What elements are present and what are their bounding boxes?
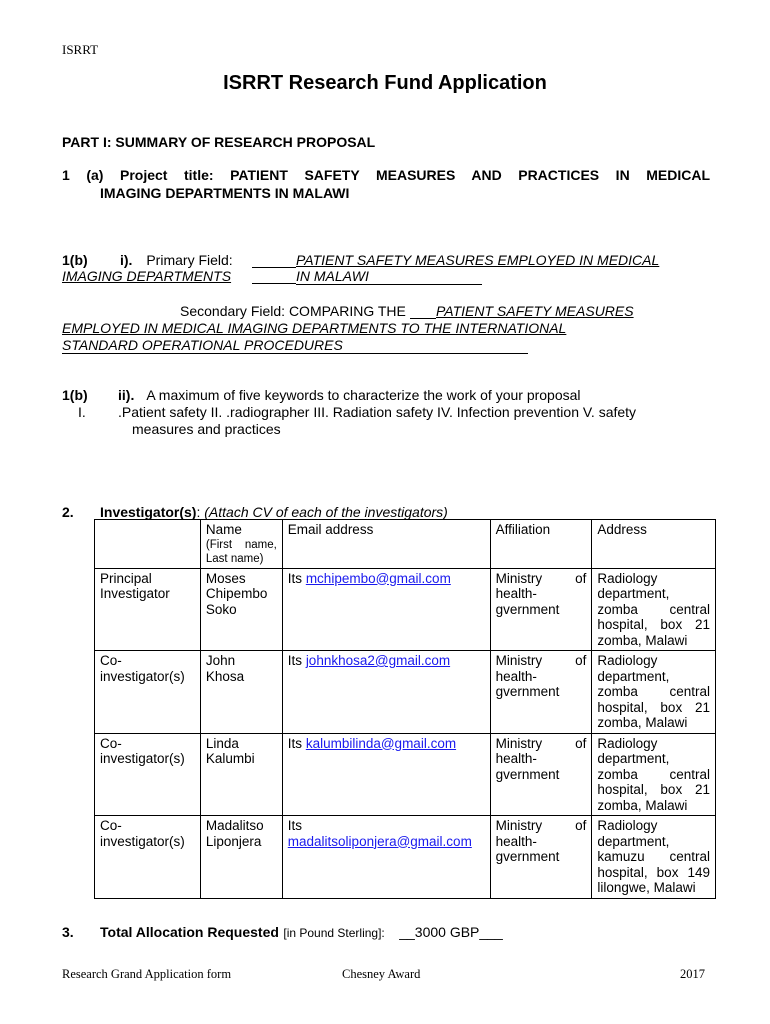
allocation-number: 3.	[62, 924, 74, 940]
allocation-row	[100, 924, 503, 942]
secondary-field-value-3	[62, 337, 528, 354]
allocation-label: Total Allocation Requested	[100, 924, 279, 940]
primary-field-label: Primary Field:	[146, 252, 233, 268]
keywords-roman: I.	[78, 404, 86, 420]
table-row	[95, 568, 716, 651]
primary-field-row	[62, 252, 88, 268]
email-prefix: Its	[287, 570, 303, 586]
keywords-number: 1(b)	[62, 387, 88, 403]
primary-field-value-left: IMAGING DEPARTMENTS	[62, 268, 232, 284]
investigator-email-cell	[282, 733, 490, 816]
affiliation-body: health-gvernment	[495, 668, 560, 699]
primary-field-sub: i).	[120, 252, 133, 268]
email-link[interactable]: madalitsoliponjera@gmail.com	[287, 833, 472, 849]
secondary-field-blank-line	[410, 303, 436, 319]
affiliation-ministry: Ministry	[495, 570, 543, 586]
affiliation-ministry: Ministry	[495, 818, 543, 833]
email-prefix: Its	[287, 818, 303, 833]
table-row	[95, 733, 716, 816]
investigators-table	[94, 519, 716, 899]
table-header-row	[95, 520, 716, 569]
investigator-role: Co-investigator(s)	[95, 651, 201, 734]
allocation-value: __3000 GBP___	[399, 924, 503, 940]
affiliation-ministry: Ministry	[495, 653, 543, 668]
email-prefix: Its	[287, 735, 303, 751]
allocation-unit: [in Pound Sterling]:	[283, 926, 385, 940]
affiliation-body: health-gvernment	[495, 586, 560, 617]
investigators-number: 2.	[62, 504, 74, 520]
investigator-email-cell	[282, 816, 490, 899]
page-title: ISRRT Research Fund Application	[223, 72, 547, 94]
table-row	[95, 651, 716, 734]
header-address: Address	[592, 520, 716, 569]
investigator-role: Principal Investigator	[95, 568, 201, 651]
header-role-cell	[95, 520, 201, 569]
footer-right: 2017	[680, 967, 705, 981]
secondary-field-value-1: PATIENT SAFETY MEASURES	[436, 303, 634, 319]
project-title-label: Project title:	[120, 167, 214, 183]
investigator-email-cell	[282, 651, 490, 734]
affiliation-of: of	[575, 653, 587, 668]
header-email: Email address	[282, 520, 490, 569]
investigator-role: Co-investigator(s)	[95, 733, 201, 816]
investigator-name: Linda Kalumbi	[200, 733, 282, 816]
secondary-field-value-3-text: STANDARD OPERATIONAL PROCEDURES	[62, 337, 343, 353]
primary-field-value-2-text: IN MALAWI	[296, 268, 369, 284]
investigator-name: Moses Chipembo Soko	[200, 568, 282, 651]
project-title-line1	[62, 167, 710, 183]
investigator-address: Radiology department, zomba central hospital, box 21 zomba, Malawi	[592, 568, 716, 651]
secondary-field-value-2: EMPLOYED IN MEDICAL IMAGING DEPARTMENTS TO THE INTERNATIONAL	[62, 320, 567, 336]
investigator-affiliation	[490, 733, 592, 816]
header-affiliation: Affiliation	[490, 520, 592, 569]
investigator-role: Co-investigator(s)	[95, 816, 201, 899]
email-link[interactable]: johnkhosa2@gmail.com	[305, 653, 451, 668]
primary-field-sub-row	[120, 252, 233, 268]
primary-field-number: 1(b)	[62, 252, 88, 268]
primary-field-blank-line-2	[252, 268, 296, 284]
investigators-label: Investigator(s)	[100, 504, 197, 520]
project-title-number: 1 (a)	[62, 167, 104, 183]
header-name: Name	[205, 522, 242, 537]
investigator-email-cell	[282, 568, 490, 651]
investigator-address: Radiology department, kamuzu central hospital, box 149 lilongwe, Malawi	[592, 816, 716, 899]
affiliation-ministry: Ministry	[495, 735, 543, 751]
keywords-line-2: measures and practices	[132, 421, 281, 437]
investigator-affiliation	[490, 816, 592, 899]
affiliation-of: of	[575, 570, 587, 586]
primary-field-blank-line	[252, 252, 296, 268]
footer-center: Chesney Award	[342, 967, 421, 981]
header-name-hint: (First name, Last name)	[205, 538, 277, 565]
primary-field-value-1: PATIENT SAFETY MEASURES EMPLOYED IN MEDICAL	[296, 252, 660, 268]
investigators-note: (Attach CV of each of the investigators)	[204, 504, 448, 520]
investigator-name: John Khosa	[200, 651, 282, 734]
affiliation-body: health-gvernment	[495, 833, 560, 864]
secondary-field-label: Secondary Field: COMPARING THE	[180, 303, 406, 319]
header-org: ISRRT	[62, 42, 99, 57]
affiliation-of: of	[575, 818, 587, 833]
email-prefix: Its	[287, 653, 303, 668]
investigators-heading: Investigator(s): (Attach CV of each of the investigators)	[100, 504, 448, 520]
keywords-instruction-row	[118, 387, 581, 403]
investigator-affiliation	[490, 651, 592, 734]
project-title-value-1: PATIENT SAFETY MEASURES AND PRACTICES IN MEDICAL	[230, 167, 710, 183]
primary-field-value-2	[296, 268, 482, 285]
header-name-cell	[200, 520, 282, 569]
table-row	[95, 816, 716, 899]
project-title-value-2: IMAGING DEPARTMENTS IN MALAWI	[100, 185, 350, 201]
investigator-name: Madalitso Liponjera	[200, 816, 282, 899]
keywords-instruction: A maximum of five keywords to characterize the work of your proposal	[146, 387, 581, 403]
investigator-address: Radiology department, zomba central hospital, box 21 zomba, Malawi	[592, 651, 716, 734]
affiliation-body: health-gvernment	[495, 751, 560, 782]
affiliation-of: of	[575, 735, 587, 751]
part1-heading: PART I: SUMMARY OF RESEARCH PROPOSAL	[62, 134, 376, 150]
investigator-address: Radiology department, zomba central hospital, box 21 zomba, Malawi	[592, 733, 716, 816]
keywords-line-1: .Patient safety II. .radiographer III. Radiation safety IV. Infection prevention V. safety	[118, 404, 637, 420]
investigator-affiliation	[490, 568, 592, 651]
email-link[interactable]: mchipembo@gmail.com	[305, 570, 451, 586]
email-link[interactable]: kalumbilinda@gmail.com	[305, 735, 457, 751]
footer-left: Research Grand Application form	[62, 967, 232, 981]
keywords-sub: ii).	[118, 387, 135, 403]
